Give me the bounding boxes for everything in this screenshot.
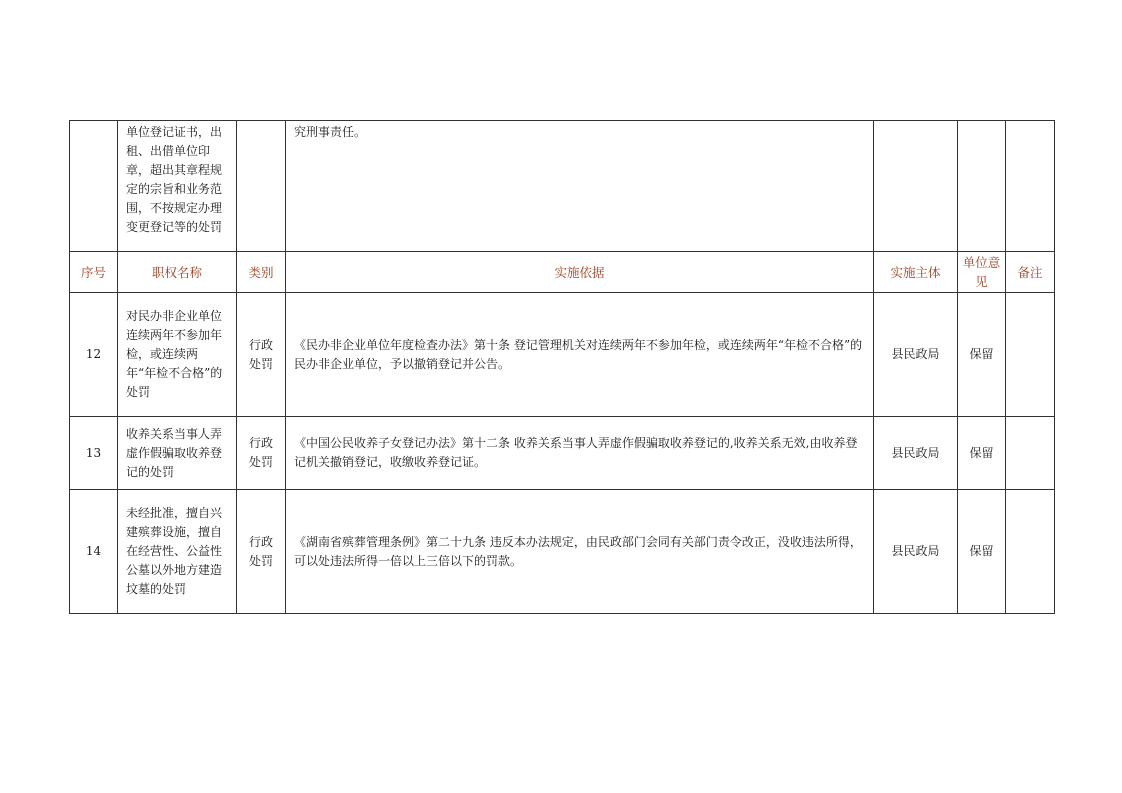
power-list-table (69, 120, 1055, 614)
row-type: 行政处罚 (237, 417, 286, 490)
continuation-subject-cell (874, 121, 958, 252)
continuation-type-cell (237, 121, 286, 252)
row-name: 未经批准，擅自兴建殡葬设施，擅自在经营性、公益性公墓以外地方建造坟墓的处罚 (118, 490, 237, 614)
header-subject: 实施主体 (874, 252, 958, 293)
row-opinion: 保留 (958, 417, 1006, 490)
row-remark (1006, 293, 1055, 417)
table-row (70, 490, 1055, 614)
header-type: 类别 (237, 252, 286, 293)
row-remark (1006, 490, 1055, 614)
continuation-basis-cell: 究刑事责任。 (286, 121, 874, 252)
header-row (70, 252, 1055, 293)
row-opinion: 保留 (958, 490, 1006, 614)
row-type: 行政处罚 (237, 293, 286, 417)
header-remark: 备注 (1006, 252, 1055, 293)
continuation-remark-cell (1006, 121, 1055, 252)
continuation-num-cell (70, 121, 118, 252)
continuation-row (70, 121, 1055, 252)
continuation-name-cell: 单位登记证书，出租、出借单位印章，超出其章程规定的宗旨和业务范围，不按规定办理变更登记等的处罚 (118, 121, 237, 252)
header-num: 序号 (70, 252, 118, 293)
row-name: 收养关系当事人弄虚作假骗取收养登记的处罚 (118, 417, 237, 490)
continuation-opinion-cell (958, 121, 1006, 252)
row-subject: 县民政局 (874, 490, 958, 614)
row-basis: 《湖南省殡葬管理条例》第二十九条 违反本办法规定，由民政部门会同有关部门责令改正，没收违法所得，可以处违法所得一倍以上三倍以下的罚款。 (286, 490, 874, 614)
row-num: 13 (70, 417, 118, 490)
table-row (70, 293, 1055, 417)
row-remark (1006, 417, 1055, 490)
row-subject: 县民政局 (874, 293, 958, 417)
row-subject: 县民政局 (874, 417, 958, 490)
row-opinion: 保留 (958, 293, 1006, 417)
row-num: 14 (70, 490, 118, 614)
header-basis: 实施依据 (286, 252, 874, 293)
row-type: 行政处罚 (237, 490, 286, 614)
row-num: 12 (70, 293, 118, 417)
row-basis: 《民办非企业单位年度检查办法》第十条 登记管理机关对连续两年不参加年检，或连续两年“年检不合格”的民办非企业单位，予以撤销登记并公告。 (286, 293, 874, 417)
header-opinion: 单位意见 (958, 252, 1006, 293)
table-row (70, 417, 1055, 490)
header-name: 职权名称 (118, 252, 237, 293)
row-name: 对民办非企业单位连续两年不参加年检，或连续两年“年检不合格”的处罚 (118, 293, 237, 417)
row-basis: 《中国公民收养子女登记办法》第十二条 收养关系当事人弄虚作假骗取收养登记的,收养关系无效,由收养登记机关撤销登记，收缴收养登记证。 (286, 417, 874, 490)
